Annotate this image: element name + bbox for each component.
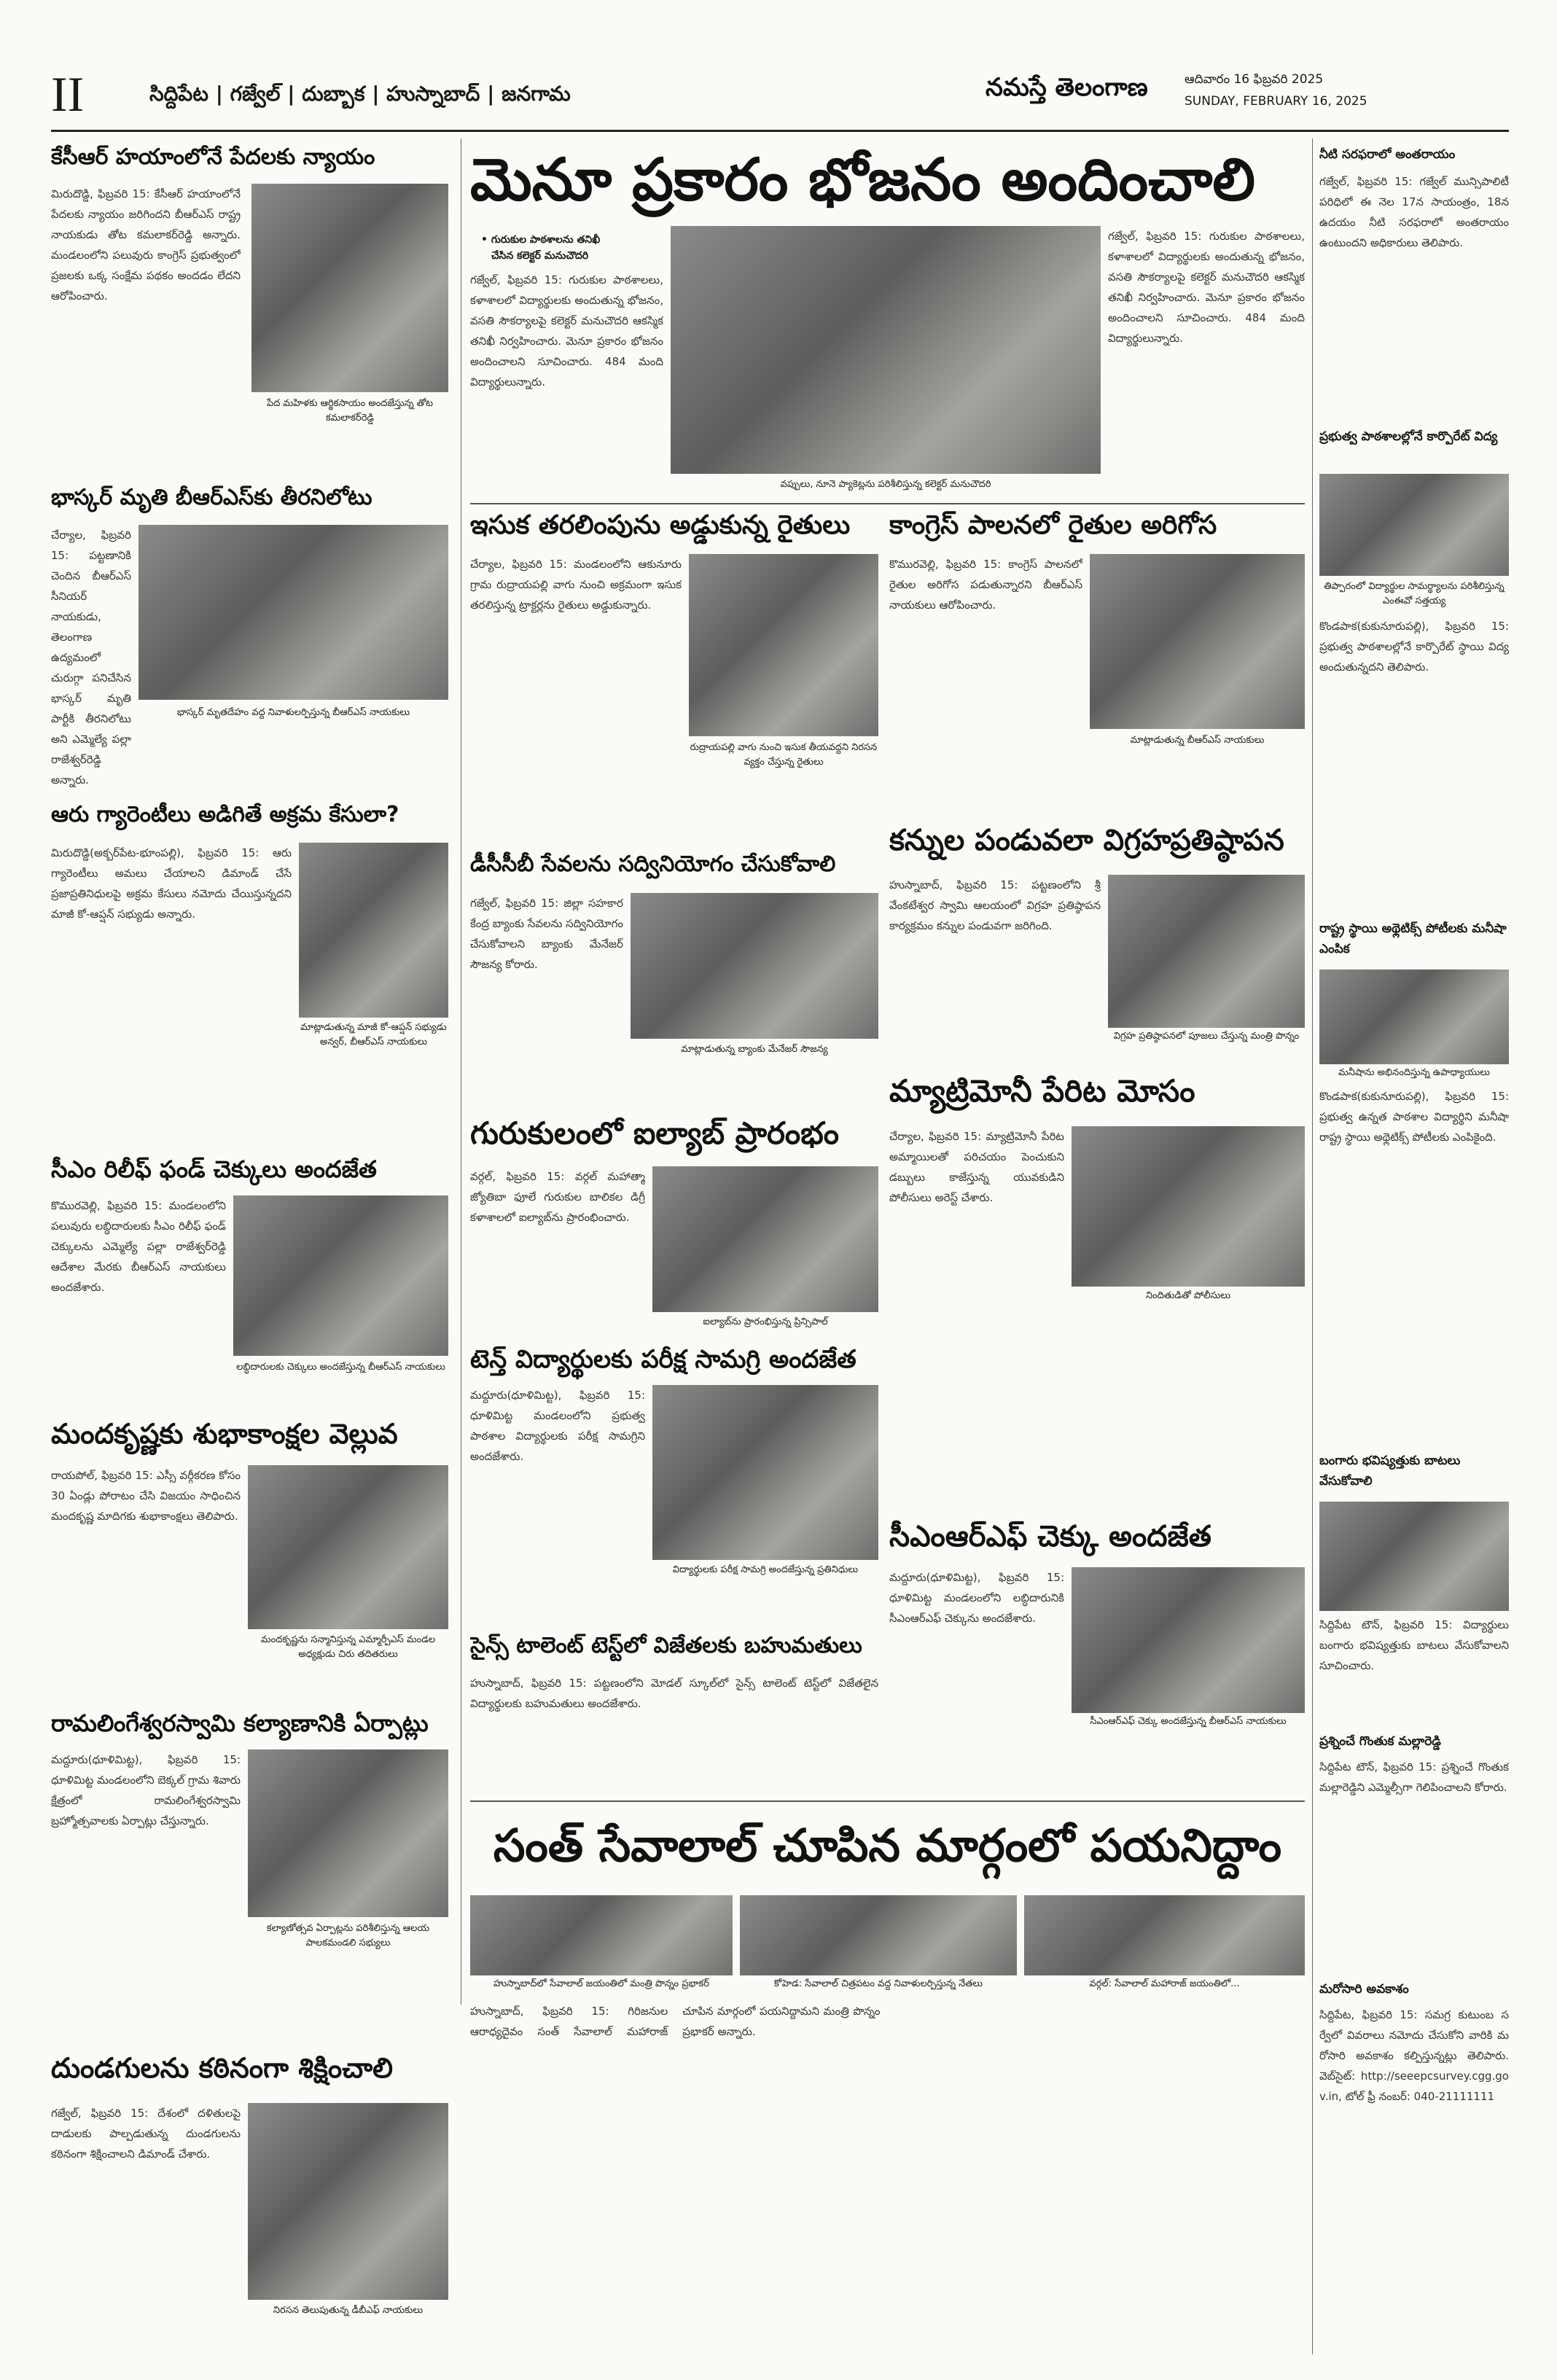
newspaper-logo: నమస్తే తెలంగాణ [986,73,1148,102]
article-headline: ఇసుక తరలింపును అడ్డుకున్న రైతులు [470,510,851,540]
article-photo [1319,474,1509,576]
photo-caption: కోహెడ: సేవాలాల్ చిత్రపటం వద్ద నివాళులర్పిస్తున్న నేతలు [773,1978,983,1989]
article-body-cont: గజ్వేల్, ఫిబ్రవరి 15: గురుకుల పాఠశాలలు, కళాశాలలో విద్యార్థులకు అందుతున్న భోజనం, వసతి సౌకర్యాలపై కలెక్టర్ మనుచౌదరి ఆకస్మిక తనిఖీ నిర్వహించారు. మెనూ ప్రకారం భోజనం అందించాలని సూచించారు. 484 మంది విద్యార్థులున్నారు. [1108,230,1305,345]
article-body: సిద్దిపేట టౌన్, ఫిబ్రవరి 15: విద్యార్థులు బంగారు భవిష్యత్తుకు బాటలు వేసుకోవాలని సూచించారు. [1319,1618,1509,1672]
photo-caption: హుస్నాబాద్‌లో సేవాలాల్ జయంతిలో మంత్రి పొన్నం ప్రభాకర్ [493,1978,709,1989]
article-headline: డీసీసీబీ సేవలను సద్వినియోగం చేసుకోవాలి [470,851,836,877]
issue-date [1185,69,1367,112]
article-headline: మరోసారి అవకాశం [1319,1982,1409,1997]
photo-caption: పేద మహిళకు ఆర్థికసాయం అందజేస్తున్న తోట కమలాకర్‌రెడ్డి [266,398,434,424]
article-photo [1090,554,1305,729]
article-headline: బంగారు భవిష్యత్తుకు బాటలు వేసుకోవాలి [1319,1454,1461,1489]
article-headline: కన్నుల పండువలా విగ్రహప్రతిష్ఠాపన [889,824,1284,857]
article-photo [470,1895,733,1975]
article-body: గజ్వేల్, ఫిబ్రవరి 15: దేశంలో దళితులపై దాడులకు పాల్పడుతున్న దుండగులను కఠినంగా శిక్షించాలని డిమాండ్ చేశారు. [51,2107,241,2161]
photo-caption: నిరసన తెలుపుతున్న డీబీఎఫ్ నాయకులు [273,2305,424,2316]
article-headline: ప్రభుత్వ పాఠశాలల్లోనే కార్పొరేట్ విద్య [1319,429,1498,444]
article-headline: సీఎంఆర్ఎఫ్ చెక్కు అందజేత [889,1520,1211,1553]
column-divider [1312,138,1313,2354]
section-title: సిద్దిపేట | గజ్వేల్ | దుబ్బాక | హుస్నాబాద్ | జనగామ [149,82,571,106]
article-body: హుస్నాబాద్, ఫిబ్రవరి 15: పట్టణంలోని శ్రీ వేంకటేశ్వర స్వామి ఆలయంలో విగ్రహ ప్రతిష్ఠాపన కార్యక్రమం కన్నుల పండువగా జరిగింది. [889,878,1101,932]
section-rule [470,503,1305,504]
article-photo [299,843,448,1018]
article-body: మద్దూరు(ధూళిమిట్ట), ఫిబ్రవరి 15: ధూళిమిట్ట మండలంలోని ప్రభుత్వ పాఠశాల విద్యార్థులకు పరీక్ష సామగ్రిని అందజేశారు. [470,1389,645,1463]
article-photo [138,525,448,700]
article-body: చేర్యాల, ఫిబ్రవరి 15: మండలంలోని ఆకునూరు గ్రామ రుద్రాయపల్లి వాగు నుంచి అక్రమంగా ఇసుక తరలిస్తున్న ట్రాక్టర్లను రైతులు అడ్డుకున్నారు. [470,558,682,612]
photo-caption: మనీషాను అభినందిస్తున్న ఉపాధ్యాయులు [1338,1067,1490,1078]
article-photo [1108,875,1305,1028]
article-body: మద్దూరు(ధూళిమిట్ట), ఫిబ్రవరి 15: ధూళిమిట్ట మండలంలోని లబ్ధిదారునికి సీఎంఆర్ఎఫ్ చెక్కును అందజేశారు. [889,1571,1064,1625]
article-photo [248,1465,448,1629]
headline-bullets [481,232,671,264]
photo-caption: వప్పులు, నూనె ప్యాకెట్లను పరిశీలిస్తున్న కలెక్టర్ మనుచౌదరి [780,479,991,490]
article-body: మిరుదొడ్డి(అక్బర్‌పేట-భూంపల్లి), ఫిబ్రవరి 15: ఆరు గ్యారెంటీలు అమలు చేయాలని డిమాండ్ చేసే ప్రజాప్రతినిధులపై అక్రమ కేసులు నమోదు చేయిస్తున్నదని మాజీ కో-ఆప్షన్ సభ్యుడు అన్నారు. [51,846,292,921]
photo-caption: వర్గల్: సేవాలాల్ మహారాజ్ జయంతిలో... [1089,1978,1240,1989]
article-headline: రామలింగేశ్వరస్వామి కల్యాణానికి ఏర్పాట్లు [51,1709,429,1737]
article-body: గజ్వేల్, ఫిబ్రవరి 15: జిల్లా సహకార కేంద్ర బ్యాంకు సేవలను సద్వినియోగం చేసుకోవాలని బ్యాంకు మేనేజర్ సౌజన్య కోరారు. [470,897,623,971]
article-body: చేర్యాల, ఫిబ్రవరి 15: మ్యాట్రిమోనీ పేరిట అమ్మాయిలతో పరిచయం పెంచుకుని డబ్బులు కాజేస్తున్న యువకుడిని పోలీసులు అరెస్ట్ చేశారు. [889,1130,1064,1204]
photo-caption: భాస్కర్ మృతదేహం వద్ద నివాళులర్పిస్తున్న బీఆర్ఎస్ నాయకులు [176,707,410,718]
photo-caption: మాట్లాడుతున్న బీఆర్ఎస్ నాయకులు [1130,735,1265,746]
date-english: SUNDAY, FEBRUARY 16, 2025 [1185,94,1367,109]
article-photo [248,1749,448,1917]
article-body: రాయపోల్, ఫిబ్రవరి 15: ఎస్సీ వర్గీకరణ కోసం 30 ఏండ్లు పోరాటం చేసి విజయం సాధించిన మందకృష్ణ మాదిగకు శుభాకాంక్షలు తెలిపారు. [51,1469,241,1523]
article-body: సిద్దిపేట టౌన్, ఫిబ్రవరి 15: ప్రశ్నించే గొంతుక మల్లారెడ్డిని ఎమ్మెల్సీగా గెలిపించాలని కోరారు. [1319,1760,1509,1794]
photo-caption: తిప్పారంలో విద్యార్థుల సామర్థ్యాలను పరిశీలిస్తున్న ఎంఈవో సత్తయ్య [1324,581,1505,606]
article-body: చేర్యాల, ఫిబ్రవరి 15: పట్టణానికి చెందిన బీఆర్ఎస్ సీనియర్ నాయకుడు, తెలంగాణ ఉద్యమంలో చురుగ్గా పనిచేసిన భాస్కర్ మృతి పార్టీకి తీరనిలోటు అని ఎమ్మెల్యే పల్లా రాజేశ్వర్‌రెడ్డి అన్నారు. [51,528,131,787]
article-headline: కాంగ్రెస్ పాలనలో రైతుల అరిగోస [889,510,1217,540]
photo-caption: లబ్ధిదారులకు చెక్కులు అందజేస్తున్న బీఆర్ఎస్ నాయకులు [236,1362,445,1373]
article-photo [1024,1895,1305,1975]
article-headline: ప్రశ్నించే గొంతుక మల్లారెడ్డి [1319,1734,1441,1749]
photo-caption: మాట్లాడుతున్న బ్యాంకు మేనేజర్ సౌజన్య [681,1044,828,1055]
article-body: కొమురవెల్లి, ఫిబ్రవరి 15: మండలంలోని పలువురు లబ్ధిదారులకు సీఎం రిలీఫ్ ఫండ్ చెక్కులను ఎమ్మెల్యే పల్లా రాజేశ్వర్‌రెడ్డి ఆదేశాల మేరకు బీఆర్ఎస్ నాయకులు అందజేశారు. [51,1199,226,1294]
article-photo [631,893,878,1039]
article-body: హుస్నాబాద్, ఫిబ్రవరి 15: పట్టణంలోని మోడల్ స్కూల్‌లో సైన్స్ టాలెంట్ టెస్ట్‌లో విజేతలైన విద్యార్థులకు బహుమతులు అందజేశారు. [470,1677,878,1710]
photo-caption: మందకృష్ణను సన్మానిస్తున్న ఎమ్మార్పీఎస్ మండల అధ్యక్షుడు చిరు తదితరులు [260,1634,436,1660]
article-photo [248,2103,448,2300]
photo-caption: విగ్రహ ప్రతిష్ఠాపనలో పూజలు చేస్తున్న మంత్రి పొన్నం [1113,1031,1300,1042]
article-headline: కేసీఆర్ హయాంలోనే పేదలకు న్యాయం [51,144,375,170]
article-body: గజ్వేల్, ఫిబ్రవరి 15: గురుకుల పాఠశాలలు, కళాశాలలో విద్యార్థులకు అందుతున్న భోజనం, వసతి సౌకర్యాలపై కలెక్టర్ మనుచౌదరి ఆకస్మిక తనిఖీ నిర్వహించారు. మెనూ ప్రకారం భోజనం అందించాలని సూచించారు. 484 మంది విద్యార్థులున్నారు. [470,273,663,389]
main-headline: మెనూ ప్రకారం భోజనం అందించాలి [470,146,1255,214]
article-headline: ఆరు గ్యారెంటీలు అడిగితే అక్రమ కేసులా? [51,802,399,827]
article-headline: భాస్కర్ మృతి బీఆర్ఎస్‌కు తీరనిలోటు [51,485,372,510]
article-headline: గురుకులంలో ఐల్యాబ్ ప్రారంభం [470,1115,839,1151]
article-body: వర్గల్, ఫిబ్రవరి 15: వర్గల్ మహాత్మా జ్యోతిబా ఫూలే గురుకుల బాలికల డిగ్రీ కళాశాలలో ఐల్యాబ్‌ను ప్రారంభించారు. [470,1170,645,1224]
article-body: మద్దూరు(ధూళిమిట్ట), ఫిబ్రవరి 15: ధూళిమిట్ట మండలంలోని బెక్కల్ గ్రామ శివారు క్షేత్రంలో రామలింగేశ్వరస్వామి బ్రహ్మోత్సవాలకు ఏర్పాట్లు చేస్తున్నారు. [51,1753,241,1827]
article-photo [652,1385,878,1560]
photo-caption: సీఎంఆర్ఎఫ్ చెక్కు అందజేస్తున్న బీఆర్ఎస్ నాయకులు [1090,1716,1287,1727]
article-headline: మందకృష్ణకు శుభాకాంక్షల వెల్లువ [51,1418,398,1450]
bullet-line: • గురుకుల పాఠశాలను తనిఖీ [481,234,601,246]
photo-caption: మాట్లాడుతున్న మాజీ కో-ఆప్షన్ సభ్యుడు అన్వర్, బీఆర్ఎస్ నాయకులు [300,1022,447,1047]
article-body: గజ్వేల్, ఫిబ్రవరి 15: గజ్వేల్ మున్సిపాలిటీ పరిధిలో ఈ నెల 17న సాయంత్రం, 18న ఉదయం నీటి సరఫరాలో అంతరాయం ఉంటుందని అధికారులు తెలిపారు. [1319,175,1509,249]
article-headline: సైన్స్ టాలెంట్ టెస్ట్‌లో విజేతలకు బహుమతులు [470,1633,862,1658]
main-photo [671,226,1101,474]
header-rule [51,130,1509,132]
article-photo [1319,1502,1509,1611]
article-body: కొమురవెల్లి, ఫిబ్రవరి 15: కాంగ్రెస్ పాలనలో రైతుల అరిగోస పడుతున్నారని బీఆర్ఎస్ నాయకులు ఆరోపించారు. [889,558,1082,612]
article-photo [251,184,448,392]
article-photo [1072,1567,1305,1713]
photo-caption: ఐల్యాబ్‌ను ప్రారంభిస్తున్న ప్రిన్సిపాల్ [703,1316,828,1327]
article-headline: టెన్త్ విద్యార్థులకు పరీక్ష సామగ్రి అందజేత [470,1345,856,1374]
article-body: హుస్నాబాద్, ఫిబ్రవరి 15: గిరిజనుల ఆరాధ్యదైవం సంత్ సేవాలాల్ మహారాజ్ చూపిన మార్గంలో పయనిద్దామని మంత్రి పొన్నం ప్రభాకర్ అన్నారు. [470,2005,881,2038]
bullet-line: చేసిన కలెక్టర్ మనుచౌదరి [491,250,589,262]
article-headline: మ్యాట్రిమోనీ పేరిట మోసం [889,1073,1195,1109]
page-number: II [51,66,85,122]
article-photo [652,1166,878,1312]
article-body: కొండపాక(కుకునూరుపల్లి), ఫిబ్రవరి 15: ప్రభుత్వ ఉన్నత పాఠశాల విద్యార్థిని మనీషా రాష్ట్ర స్థాయి అథ్లెటిక్స్ పోటీలకు ఎంపికైంది. [1319,1090,1509,1144]
photo-caption: కల్యాణోత్సవ ఏర్పాట్లను పరిశీలిస్తున్న ఆలయ పాలకమండలి సభ్యులు [266,1923,430,1948]
article-headline: రాష్ట్ర స్థాయి అథ్లెటిక్స్ పోటీలకు మనీషా ఎంపిక [1319,921,1507,956]
article-headline: దుండగులను కఠినంగా శిక్షించాలి [51,2052,393,2084]
article-body: మిరుదొడ్డి, ఫిబ్రవరి 15: కేసీఆర్ హయాంలోనే పేదలకు న్యాయం జరిగిందని బీఆర్ఎస్ రాష్ట్ర నాయకుడు తోట కమలాకర్‌రెడ్డి అన్నారు. మండలంలోని పలువురు కాంగ్రెస్ ప్రభుత్వంలో ప్రజలకు ఒక్క సంక్షేమ పథకం అందడం లేదని ఆరోపించారు. [51,187,241,303]
article-body: కొండపాక(కుకునూరుపల్లి), ఫిబ్రవరి 15: ప్రభుత్వ పాఠశాలల్లోనే కార్పొరేట్ స్థాయి విద్య అందుతున్నదని తెలిపారు. [1319,620,1509,674]
photo-caption: రుద్రాయపల్లి వాగు నుంచి ఇసుక తీయవద్దని నిరసన వ్యక్తం చేస్తున్న రైతులు [690,742,878,768]
article-body: సిద్దిపేట, ఫిబ్రవరి 15: సమగ్ర కుటుంబ సర్వేలో వివరాలు నమోదు చేసుకోని వారికి మరోసారి అవకాశం కల్పిస్తున్నట్లు తెలిపారు. వెబ్‌సైట్: http://seeepcsurvey.cgg.gov.in, టోల్ ఫ్రీ నంబర్: 040-21111111 [1319,2008,1509,2103]
bottom-headline: సంత్ సేవాలాల్ చూపిన మార్గంలో పయనిద్దాం [493,1819,1282,1872]
article-headline: నీటి సరఫరాలో అంతరాయం [1319,147,1456,162]
article-photo [233,1195,448,1356]
photo-caption: విద్యార్థులకు పరీక్ష సామగ్రి అందజేస్తున్న ప్రతినిధులు [672,1564,859,1575]
article-photo [689,554,878,736]
article-photo [1319,969,1509,1064]
date-telugu: ఆదివారం 16 ఫిబ్రవరి 2025 [1185,72,1324,87]
photo-caption: నిందితుడితో పోలీసులు [1145,1290,1231,1301]
article-photo [1072,1126,1305,1287]
article-photo [740,1895,1017,1975]
article-headline: సీఎం రిలీఫ్ ఫండ్ చెక్కులు అందజేత [51,1155,377,1183]
section-rule [470,1800,1305,1802]
